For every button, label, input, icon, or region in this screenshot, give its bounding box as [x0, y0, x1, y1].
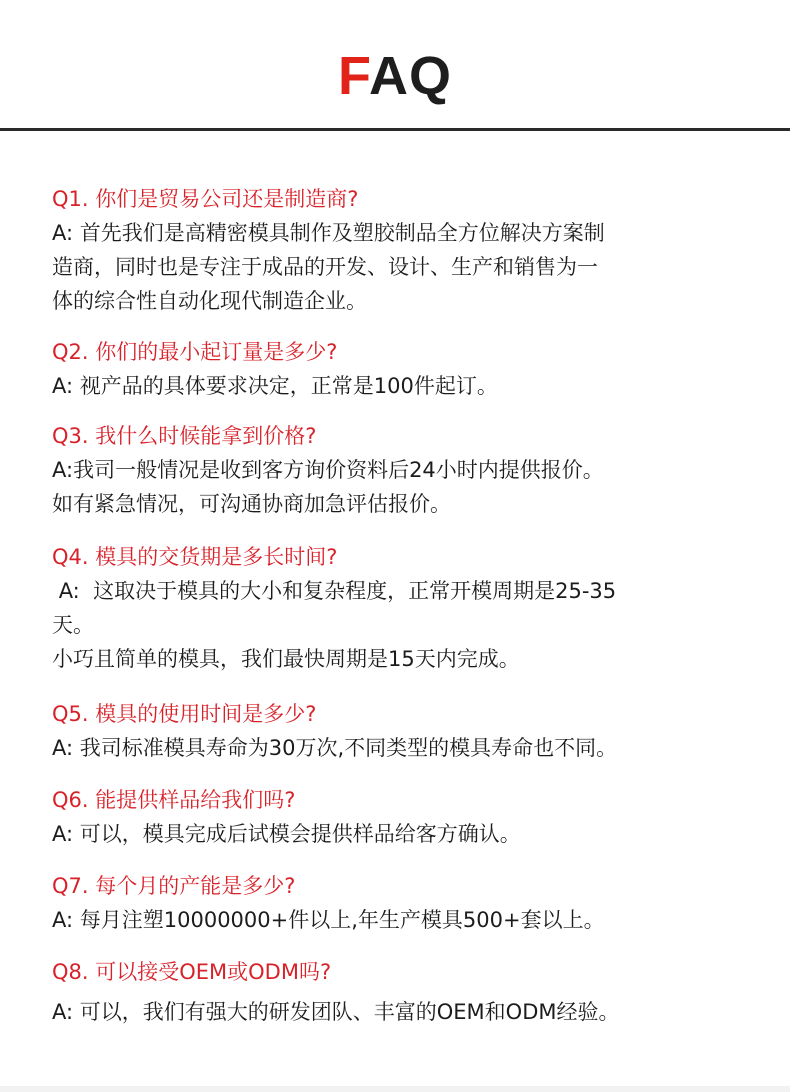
faq-item-8	[52, 955, 752, 1029]
answer-6-line-1: A: 可以，模具完成后试模会提供样品给客方确认。	[52, 822, 521, 846]
answer-1-line-3: 体的综合性自动化现代制造企业。	[52, 289, 367, 313]
answer-3-line-1: A:我司一般情况是收到客方询价资料后24小时内提供报价。	[52, 458, 604, 482]
answer-2-line-1: A: 视产品的具体要求决定，正常是100件起订。	[52, 374, 498, 398]
faq-item-3	[52, 419, 752, 521]
faq-item-6	[52, 783, 752, 851]
answer-4-line-3: 小巧且简单的模具，我们最快周期是15天内完成。	[52, 647, 520, 671]
answer-3-line-2: 如有紧急情况，可沟通协商加急评估报价。	[52, 492, 451, 516]
question-6: Q6. 能提供样品给我们吗?	[52, 788, 296, 812]
answer-7-line-1: A: 每月注塑10000000+件以上,年生产模具500+套以上。	[52, 908, 605, 932]
bottom-edge	[0, 1086, 790, 1092]
question-2: Q2. 你们的最小起订量是多少?	[52, 340, 338, 364]
answer-1-line-2: 造商，同时也是专注于成品的开发、设计、生产和销售为一	[52, 255, 598, 279]
faq-item-1	[52, 182, 752, 318]
title-rest: AQ	[369, 46, 452, 106]
answer-4-line-2: 天。	[52, 613, 94, 637]
question-8: Q8. 可以接受OEM或ODM吗?	[52, 960, 332, 984]
question-7: Q7. 每个月的产能是多少?	[52, 874, 296, 898]
title-accent-letter: F	[337, 46, 369, 106]
faq-item-4	[52, 540, 752, 676]
page-title	[0, 44, 790, 108]
header-divider	[0, 128, 790, 131]
answer-4-line-1: A: 这取决于模具的大小和复杂程度，正常开模周期是25-35	[52, 579, 617, 603]
faq-item-5	[52, 697, 752, 765]
faq-item-2	[52, 335, 752, 403]
question-1: Q1. 你们是贸易公司还是制造商?	[52, 187, 359, 211]
answer-5-line-1: A: 我司标准模具寿命为30万次,不同类型的模具寿命也不同。	[52, 736, 618, 760]
question-5: Q5. 模具的使用时间是多少?	[52, 702, 317, 726]
answer-1-line-1: A: 首先我们是高精密模具制作及塑胶制品全方位解决方案制	[52, 221, 605, 245]
page-header	[0, 0, 790, 128]
faq-list	[52, 182, 752, 1029]
question-3: Q3. 我什么时候能拿到价格?	[52, 424, 317, 448]
answer-8-line-1: A: 可以，我们有强大的研发团队、丰富的OEM和ODM经验。	[52, 1000, 620, 1024]
faq-item-7	[52, 869, 752, 937]
question-4: Q4. 模具的交货期是多长时间?	[52, 545, 338, 569]
